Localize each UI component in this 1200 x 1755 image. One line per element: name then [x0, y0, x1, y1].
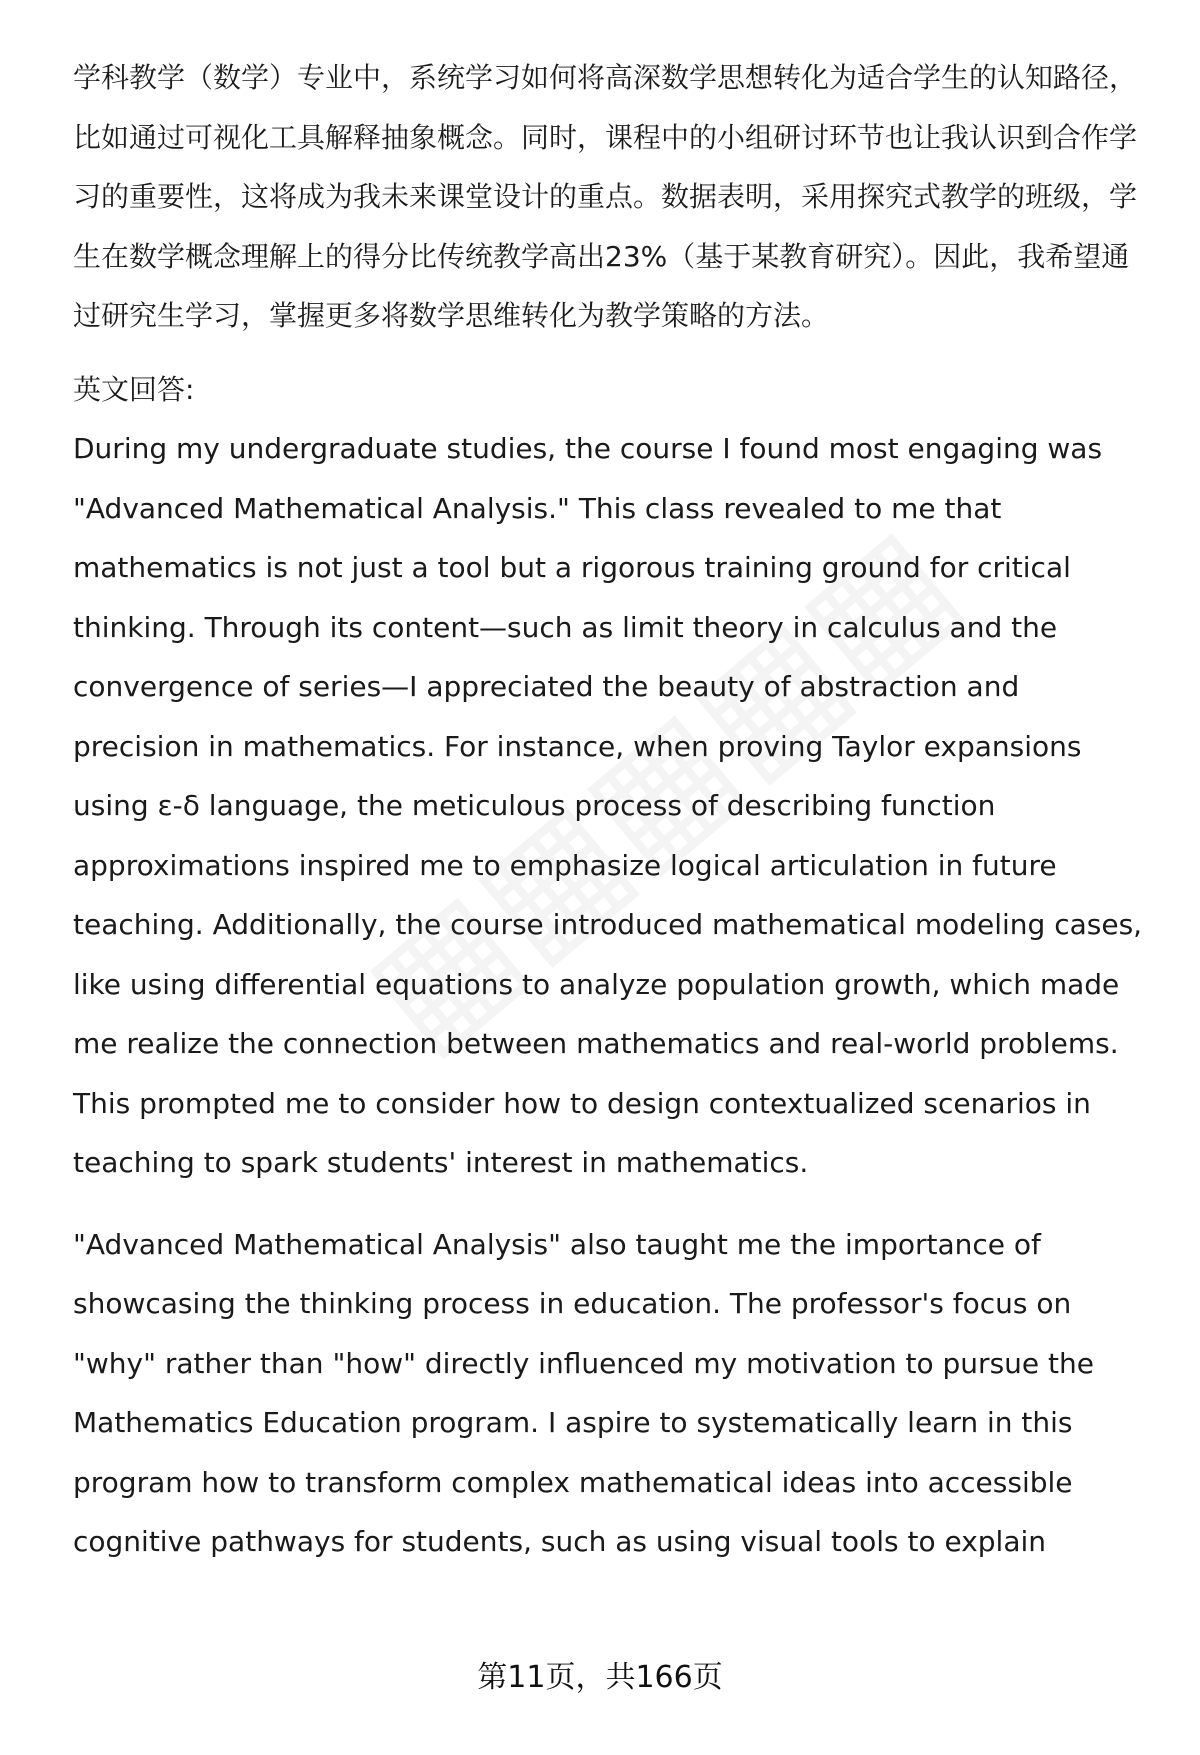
document-page: [73, 48, 1153, 1572]
page-footer: 第11页，共166页: [477, 1660, 723, 1695]
english-paragraph-1: During my undergraduate studies, the course I found most engaging was "Advanced Mathematical Analysis." This class revealed to me that mathematics is not just a tool but a rigorous training ground for critical thinking. Through its content—such as limit theory in calculus and the convergence of series—I appreciated the beauty of abstraction and precision in mathematics. For instance, when proving Taylor expansions using ε-δ language, the meticulous process of describing function approximations inspired me to emphasize logical articulation in future teaching. Additionally, the course introduced mathematical modeling cases, like using differential equations to analyze population growth, which made me realize the connection between mathematics and real-world problems. This prompted me to consider how to design contextualized scenarios in teaching to spark students' interest in mathematics.: [73, 432, 1143, 1179]
english-paragraph-2: "Advanced Mathematical Analysis" also taught me the importance of showcasing the thinking process in education. The professor's focus on "why" rather than "how" directly influenced my motivation to pursue the Mathematics Education program. I aspire to systematically learn in this program how to transform complex mathematical ideas into accessible cognitive pathways for students, such as using visual tools to explain: [73, 1227, 1094, 1558]
english-answer-label: 英文回答:: [73, 372, 195, 406]
chinese-answer-paragraph: 学科教学（数学）专业中，系统学习如何将高深数学思想转化为适合学生的认知路径，比如通过可视化工具解释抽象概念。同时，课程中的小组研讨环节也让我认识到合作学习的重要性，这将成为我未来课堂设计的重点。数据表明，采用探究式教学的班级，学生在数学概念理解上的得分比传统教学高出23%（基于某教育研究）。因此，我希望通过研究生学习，掌握更多将数学思维转化为教学策略的方法。: [73, 61, 1138, 332]
